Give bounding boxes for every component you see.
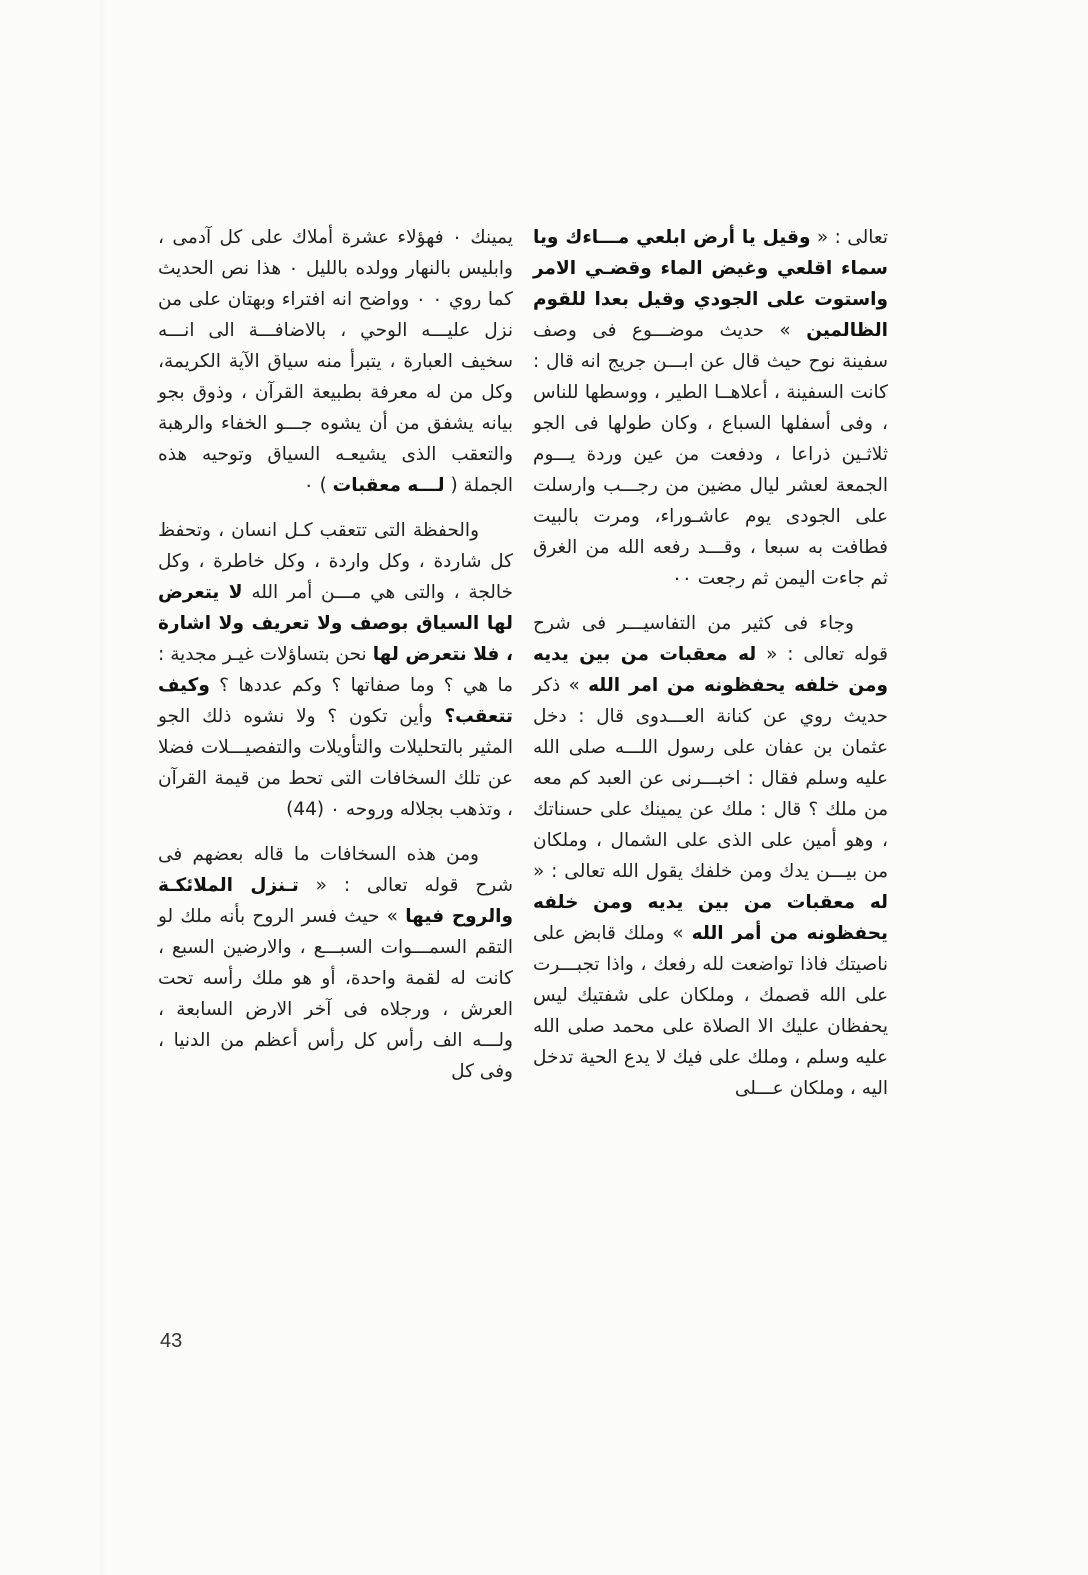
- text-run: تعالى : «: [810, 227, 888, 248]
- text-run: نحن بتساؤلات غيـر مجدية : ما هي ؟ وما صفاتها ؟ وكم عددها ؟: [158, 644, 513, 696]
- text-run: » وملك قابض على ناصيتك فاذا تواضعت لله رفعك ، واذا تجبـــرت على الله قصمك ، وملكان على شفتيك ليس يحفظان عليك الا الصلاة على محمد صلى الله عليه وسلم ، وملك على فيك لا يدع الحية تدخل اليه ، وملكان عـــلى: [533, 923, 888, 1099]
- right-text-column: [533, 222, 888, 1104]
- paragraph-ten-angels: [158, 222, 513, 501]
- paragraph-guardians: [158, 515, 513, 825]
- text-run: » حيث فسر الروح بأنه ملك لو التقم السمـــوات السبـــع ، والارضين السبع ، كانت له لقمة واحدة، أو هو ملك رأسه تحت العرش ، ورجلاه فى آخر الارض السابعة ، ولـــه الف رأس كل رأس أعظم من الدنيا ، وفى كل: [158, 906, 513, 1082]
- quran-quote-bold: له معقبات من بين يديه ومن خلفه يحفظونه من امر الله: [533, 644, 888, 696]
- quran-quote-bold: وقيل يا أرض ابلعي مـــاءك ويا سماء اقلعي وغيض الماء وقضـي الامر واستوت على الجودي وقيل بعدا للقوم الظالمين: [533, 227, 888, 341]
- text-run: والحفظة التى تتعقب كـل انسان ، وتحفظ كل شاردة ، وكل واردة ، وكل خاطرة ، وكل خالجة ، والتى هي مـــن أمر الله: [158, 520, 513, 603]
- text-run: » حديث موضـــوع فى وصف سفينة نوح حيث قال عن ابـــن جريج انه قال : كانت السفينة ، أعلاهــا الطير ، ووسطها للناس ، وفى أسفلها السباع ، وكان طولها فى الجو ثلاثـين ذراعا ، ودفعت من عين وردة يـــوم الجمعة لعشر ليال مضين من رجـــب وارسلت على الجودى يوم عاشـوراء، ومرت بالبيت فطافت به سبعا ، وقـــد رفعه الله من الغرق ثم جاءت اليمن ثم رجعت ٠٠: [533, 320, 888, 589]
- quran-quote-bold: تـنزل الملائكـة والروح فيها: [158, 875, 513, 927]
- text-run: ) ٠: [303, 475, 333, 496]
- paragraph-muaqqibat: [533, 608, 888, 1104]
- page-gutter-shadow: [100, 0, 106, 1575]
- emphasis-bold: لا يتعرض لها السياق بوصف ولا تعريف ولا اشارة ، فلا نتعرض لها: [158, 582, 513, 665]
- left-text-column: [158, 222, 513, 1087]
- paragraph-noah-ark: [533, 222, 888, 594]
- page-number: 43: [160, 1330, 183, 1352]
- text-run: وجاء فى كثير من التفاسيـــر فى شرح قوله تعالى : «: [533, 613, 889, 665]
- text-run: » ذكر حديث روي عن كنانة العـــدوى قال : دخل عثمان بن عفان على رسول اللـــه صلى الله عليه وسلم فقال : اخبـــرنى عن العبد كم معه من ملك ؟ قال : ملك عن يمينك على حسناتك ، وهو أمين على الذى على الشمال ، وملكان من بيـــن يدك ومن خلفك يقول الله تعالى : «: [533, 675, 888, 882]
- text-run: وأين تكون ؟ ولا نشوه ذلك الجو المثير بالتحليلات والتأويلات والتفصيـــلات فضلا عن تلك السخافات التى تحط من قيمة القرآن ، وتذهب بجلاله وروحه ٠ (44): [158, 706, 513, 820]
- text-run: ومن هذه السخافات ما قاله بعضهم فى شرح قوله تعالى : «: [158, 844, 514, 896]
- quran-quote-bold: لـــه معقبات: [332, 475, 445, 496]
- text-run: يمينك ٠ فهؤلاء عشرة أملاك على كل آدمى ، وابليس بالنهار وولده بالليل ٠ هذا نص الحديث كما روي ٠ ٠ وواضح انه افتراء وبهتان على من نزل عليـــه الوحي ، بالاضافـــة الى انـــه سخيف العبارة ، يتبرأ منه سياق الآية الكريمة، وكل من له معرفة بطبيعة القرآن ، وذوق بجو بيانه يشفق من أن يشوه جـــو الخفاء والرهبة والتعقب الذى يشيعـه السياق وتوحيه هذه الجملة (: [158, 227, 513, 496]
- emphasis-bold: وكيف تتعقب؟: [158, 675, 513, 727]
- paragraph-ruh: [158, 839, 513, 1087]
- quran-quote-bold: له معقبات من بين يديه ومن خلفه يحفظونه من أمر الله: [533, 892, 888, 944]
